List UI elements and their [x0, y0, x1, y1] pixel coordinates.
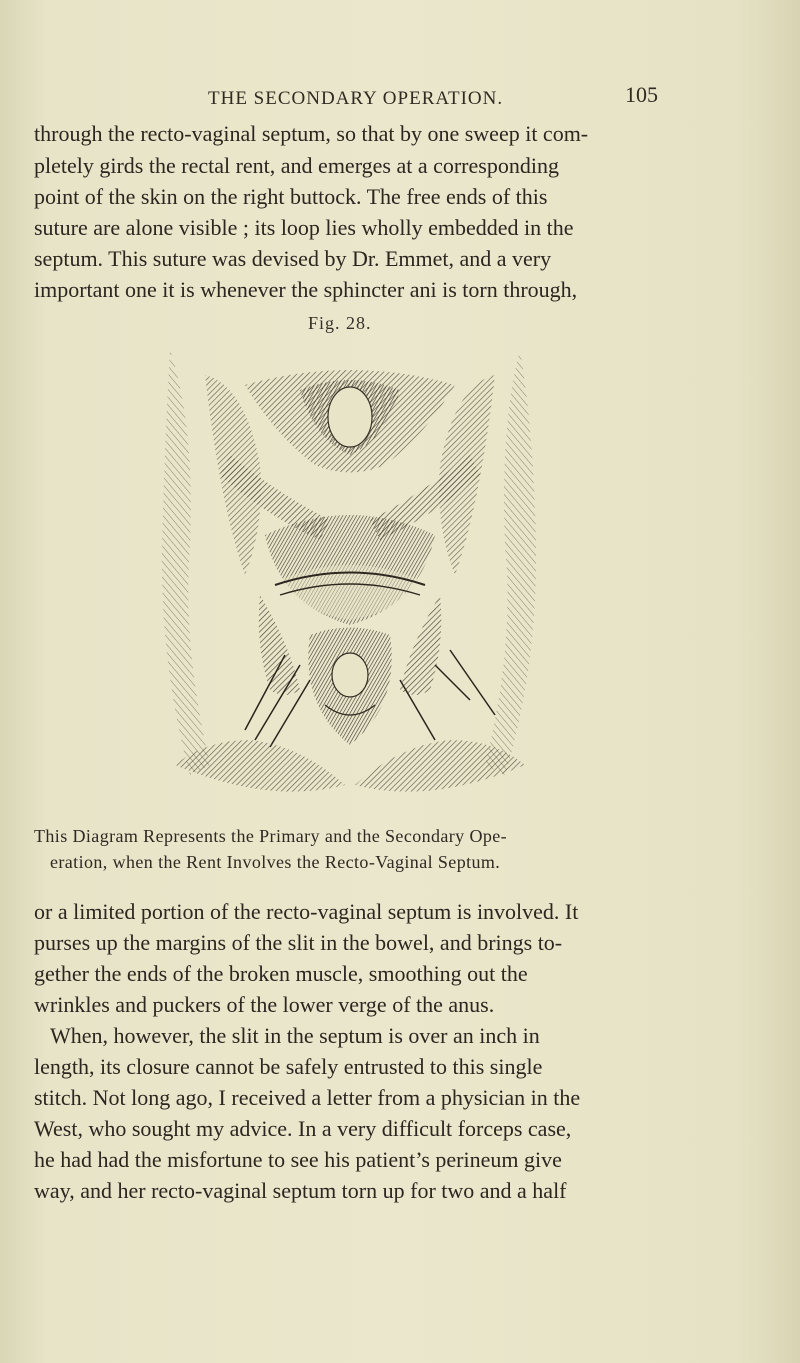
text-line: wrinkles and puckers of the lower verge of the anus.: [34, 992, 495, 1017]
text-line: purses up the margins of the slit in the bowel, and brings to-: [34, 930, 563, 955]
text-line: or a limited portion of the recto-vaginal septum is involved. It: [34, 899, 579, 924]
figure-caption-line: eration, when the Rent Involves the Recto-Vaginal Septum.: [50, 852, 501, 872]
anatomical-diagram: [150, 345, 550, 805]
text-line: gether the ends of the broken muscle, smoothing out the: [34, 961, 528, 986]
text-line: through the recto-vaginal septum, so that by one sweep it com-: [34, 121, 589, 146]
running-head: [0, 82, 800, 112]
text-line: stitch. Not long ago, I received a letter from a physician in the: [34, 1085, 581, 1110]
text-line: length, its closure cannot be safely entrusted to this single: [34, 1054, 543, 1079]
figure-caption-line: This Diagram Represents the Primary and the Secondary Ope-: [34, 826, 508, 846]
text-line: suture are alone visible ; its loop lies wholly embedded in the: [34, 215, 574, 240]
page-number: 105: [625, 82, 658, 107]
text-line: way, and her recto-vaginal septum torn up for two and a half: [34, 1178, 567, 1203]
figure-label: Fig. 28.: [308, 313, 372, 333]
text-line: point of the skin on the right buttock. The free ends of this: [34, 184, 548, 209]
text-line: septum. This suture was devised by Dr. Emmet, and a very: [34, 246, 552, 271]
text-line: When, however, the slit in the septum is over an inch in: [50, 1023, 540, 1048]
text-line: important one it is whenever the sphincter ani is torn through,: [34, 277, 578, 302]
text-line: he had had the misfortune to see his patient’s perineum give: [34, 1147, 562, 1172]
text-line: West, who sought my advice. In a very difficult forceps case,: [34, 1116, 572, 1141]
text-line: pletely girds the rectal rent, and emerges at a corresponding: [34, 153, 559, 178]
diagram-illustration: [150, 345, 550, 805]
running-title: THE SECONDARY OPERATION.: [208, 88, 504, 109]
